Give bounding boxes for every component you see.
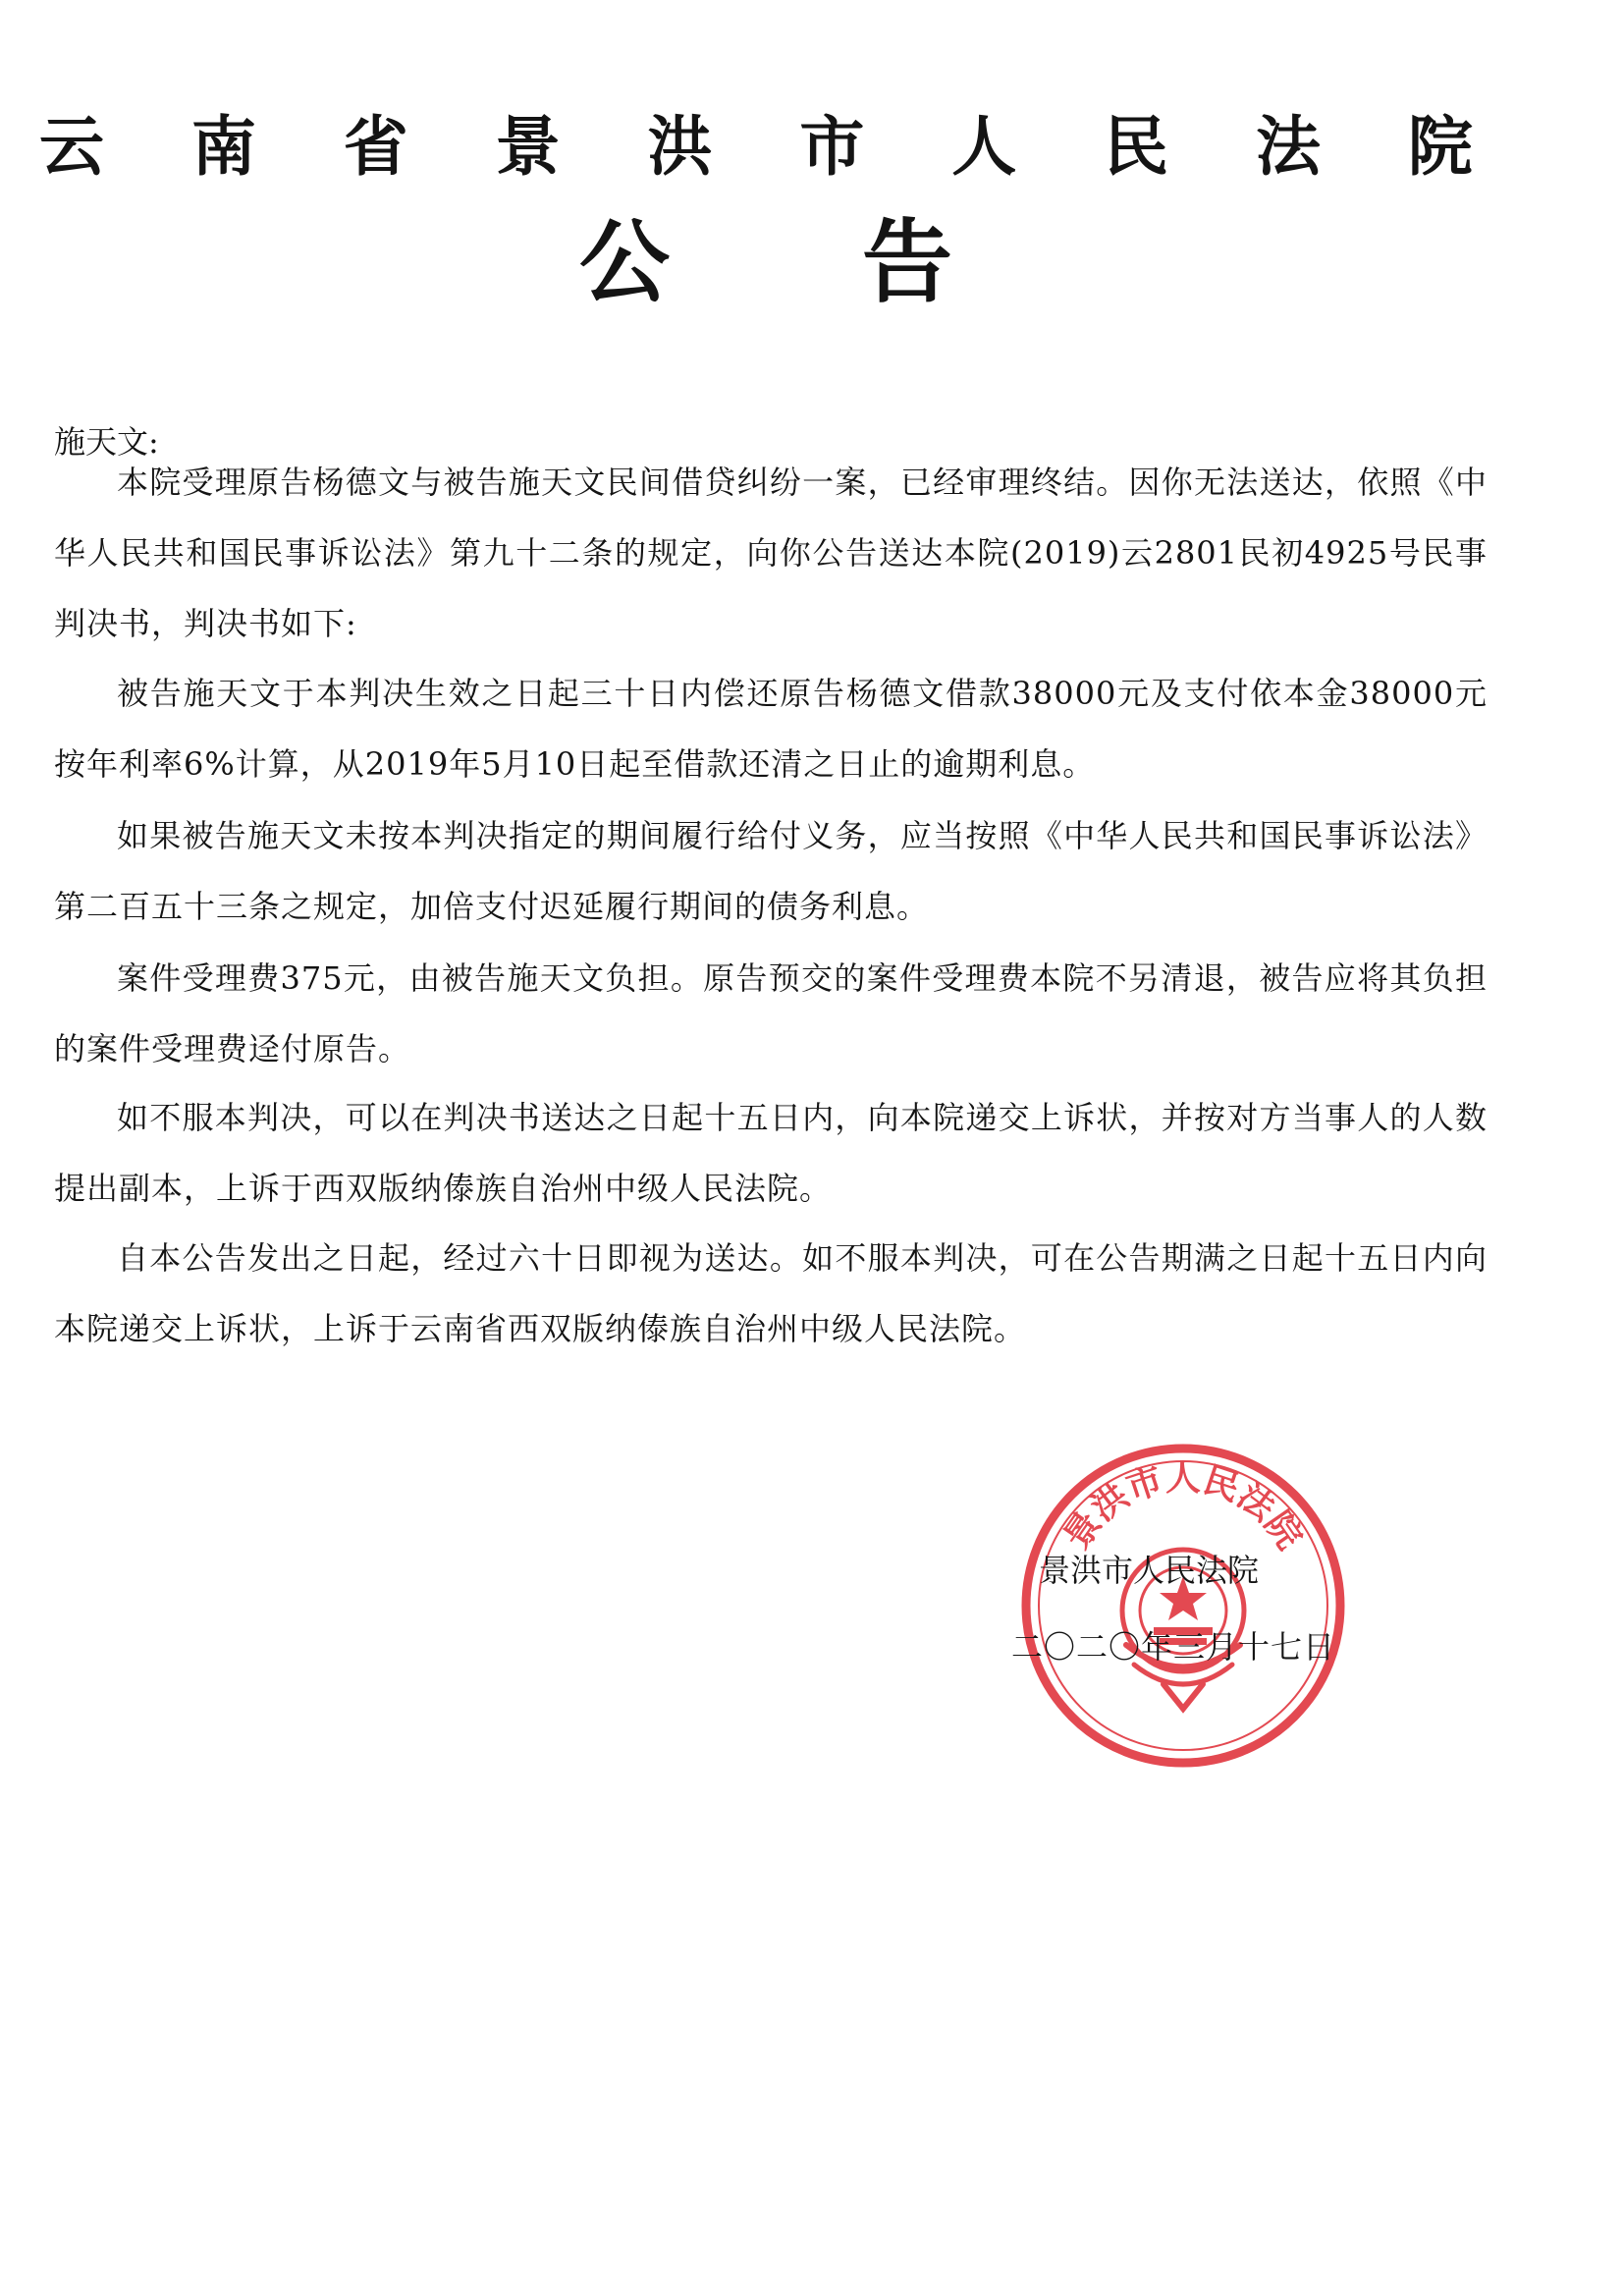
addressee: 施天文: [54, 423, 159, 461]
notice-title [579, 191, 952, 319]
signature-court-name: 景洪市人民法院 [1039, 1552, 1260, 1589]
signature-block [1011, 1532, 1424, 1685]
court-name-char: 法 [1256, 107, 1321, 185]
paragraph-case-summary: 本院受理原告杨德文与被告施天文民间借贷纠纷一案，已经审理终结。因你无法送达，依照《中华人民共和国民事诉讼法》第九十二条的规定，向你公告送达本院(2019)云2801民初4925号民事判决书，判决书如下: [54, 464, 1488, 642]
svg-text:景洪市人民法院: 景洪市人民法院 [1055, 1456, 1311, 1558]
paragraph-judgment: 被告施天文于本判决生效之日起三十日内偿还原告杨德文借款38000元及支付依本金38000元按年利率6%计算，从2019年5月10日起至借款还清之日止的逾期利息。 [54, 675, 1488, 783]
notice-title-char: 告 [861, 209, 952, 315]
notice-title-char: 公 [579, 209, 671, 315]
signature-date: 二〇二〇年三月十七日 [1011, 1628, 1336, 1666]
paragraph-court-fee: 案件受理费375元，由被告施天文负担。原告预交的案件受理费本院不另清退，被告应将其负担的案件受理费迳付原告。 [54, 959, 1488, 1067]
court-name-char: 云 [39, 107, 104, 185]
court-name-char: 洪 [647, 107, 713, 185]
court-name-char: 民 [1104, 107, 1169, 185]
court-name-char: 院 [1407, 107, 1473, 185]
court-name-char: 景 [495, 107, 561, 185]
paragraph-service-notice: 自本公告发出之日起，经过六十日即视为送达。如不服本判决，可在公告期满之日起十五日内向本院递交上诉状，上诉于云南省西双版纳傣族自治州中级人民法院。 [54, 1239, 1488, 1347]
paragraph-late-performance: 如果被告施天文未按本判决指定的期间履行给付义务，应当按照《中华人民共和国民事诉讼法》第二百五十三条之规定，加倍支付迟延履行期间的债务利息。 [54, 817, 1488, 925]
court-name-char: 南 [190, 107, 256, 185]
court-name-char: 市 [799, 107, 865, 185]
court-name-char: 省 [343, 107, 408, 185]
paragraph-appeal-right: 如不服本判决，可以在判决书送达之日起十五日内，向本院递交上诉状，并按对方当事人的人数提出副本，上诉于西双版纳傣族自治州中级人民法院。 [54, 1099, 1488, 1207]
court-name-char: 人 [951, 107, 1017, 185]
court-name-heading [39, 86, 1473, 194]
